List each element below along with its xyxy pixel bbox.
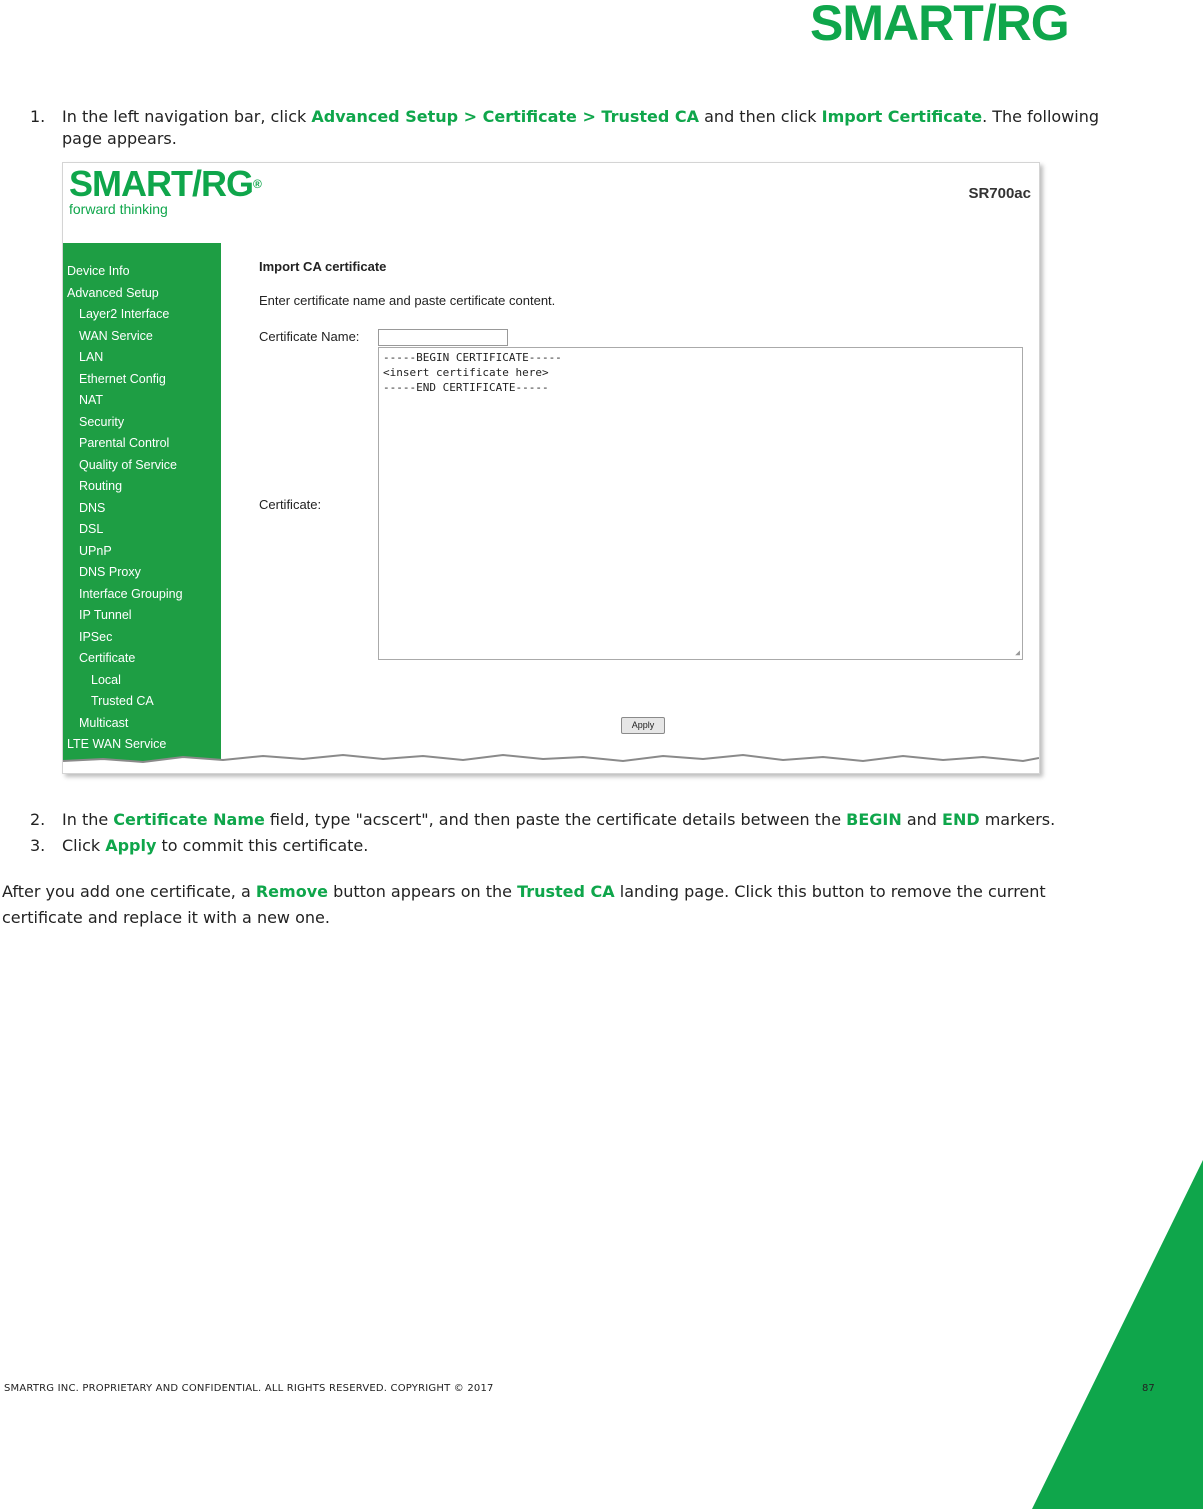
text-run: field, type "acscert", and then paste the certificate details between the xyxy=(264,810,847,829)
text-run: landing page. Click this button to remove the current xyxy=(614,882,1046,901)
router-ui-screenshot xyxy=(62,162,1040,774)
model-name: SR700ac xyxy=(968,185,1031,202)
step-text xyxy=(62,106,1099,150)
nav-quality-of-service[interactable]: Quality of Service xyxy=(79,458,177,472)
step-3 xyxy=(30,835,1150,859)
text-run: After you add one certificate, a xyxy=(2,882,256,901)
step-text xyxy=(62,809,1055,831)
certificate-name-input[interactable] xyxy=(378,329,508,346)
step-number: 2. xyxy=(30,810,46,829)
footer-copyright: SMARTRG INC. PROPRIETARY AND CONFIDENTIAL. ALL RIGHTS RESERVED. COPYRIGHT © 2017 xyxy=(4,1383,494,1394)
nav-interface-grouping[interactable]: Interface Grouping xyxy=(79,587,183,601)
nav-dns-proxy[interactable]: DNS Proxy xyxy=(79,565,141,579)
nav-ip-tunnel[interactable]: IP Tunnel xyxy=(79,608,132,622)
logo-tagline: forward thinking xyxy=(69,201,168,217)
trusted-ca-ref: Trusted CA xyxy=(517,882,615,901)
nav-nat[interactable]: NAT xyxy=(79,393,104,407)
left-navigation xyxy=(63,243,221,774)
nav-path: Advanced Setup > Certificate > Trusted CA xyxy=(311,107,700,126)
nav-wan-service[interactable]: WAN Service xyxy=(79,329,153,343)
nav-upnp[interactable]: UPnP xyxy=(79,544,112,558)
step-1 xyxy=(30,106,1150,152)
nav-lan[interactable]: LAN xyxy=(79,350,104,364)
torn-edge-decoration xyxy=(63,747,1039,773)
nav-layer2-interface[interactable]: Layer2 Interface xyxy=(79,307,170,321)
cert-line: -----END CERTIFICATE----- xyxy=(383,381,549,394)
text-run: markers. xyxy=(979,810,1056,829)
text-run: Click xyxy=(62,836,106,855)
nav-dns[interactable]: DNS xyxy=(79,501,106,515)
nav-lte-wan-service[interactable]: LTE WAN Service xyxy=(67,737,167,751)
after-paragraph xyxy=(2,879,1152,931)
nav-security[interactable]: Security xyxy=(79,415,125,429)
form-description: Enter certificate name and paste certificate content. xyxy=(259,293,556,308)
nav-ipsec[interactable]: IPSec xyxy=(79,630,113,644)
nav-certificate[interactable]: Certificate xyxy=(79,651,136,665)
resize-grip-icon[interactable]: ◢ xyxy=(1015,648,1020,657)
text-run: In the xyxy=(62,810,114,829)
brand-logo: SMART/RG xyxy=(810,0,1069,51)
text-run: and then click xyxy=(699,107,822,126)
nav-local[interactable]: Local xyxy=(91,673,121,687)
page-number: 87 xyxy=(1142,1383,1155,1394)
certificate-label: Certificate: xyxy=(259,497,322,512)
step-number: 1. xyxy=(30,107,46,126)
logo-reg: ® xyxy=(253,177,261,191)
text-run: button appears on the xyxy=(327,882,518,901)
step-text xyxy=(62,835,368,857)
certificate-textarea[interactable] xyxy=(378,347,1023,660)
smartrg-logo xyxy=(69,165,261,217)
apply-button[interactable]: Apply xyxy=(621,717,665,734)
logo-name: SMART/RG xyxy=(69,163,253,204)
text-run: and xyxy=(901,810,943,829)
cert-line: <insert certificate here> xyxy=(383,366,549,379)
remove-ref: Remove xyxy=(255,882,328,901)
cert-line: -----BEGIN CERTIFICATE----- xyxy=(383,351,562,364)
step-number: 3. xyxy=(30,836,46,855)
text-run: certificate and replace it with a new one. xyxy=(2,908,330,927)
import-certificate-ref: Import Certificate xyxy=(821,107,983,126)
nav-trusted-ca[interactable]: Trusted CA xyxy=(91,694,154,708)
end-ref: END xyxy=(942,810,980,829)
nav-advanced-setup[interactable]: Advanced Setup xyxy=(67,286,159,300)
nav-ethernet-config[interactable]: Ethernet Config xyxy=(79,372,166,386)
begin-ref: BEGIN xyxy=(846,810,902,829)
text-run: . The following xyxy=(982,107,1100,126)
nav-multicast[interactable]: Multicast xyxy=(79,716,129,730)
nav-device-info[interactable]: Device Info xyxy=(67,264,130,278)
nav-dsl[interactable]: DSL xyxy=(79,522,104,536)
text-run: to commit this certificate. xyxy=(156,836,369,855)
certificate-name-ref: Certificate Name xyxy=(113,810,265,829)
apply-ref: Apply xyxy=(105,836,157,855)
text-run: In the left navigation bar, click xyxy=(62,107,312,126)
certificate-name-label: Certificate Name: xyxy=(259,329,360,344)
text-run: page appears. xyxy=(62,129,177,148)
step-2 xyxy=(30,809,1150,833)
nav-routing[interactable]: Routing xyxy=(79,479,123,493)
form-title: Import CA certificate xyxy=(259,259,387,274)
nav-parental-control[interactable]: Parental Control xyxy=(79,436,170,450)
